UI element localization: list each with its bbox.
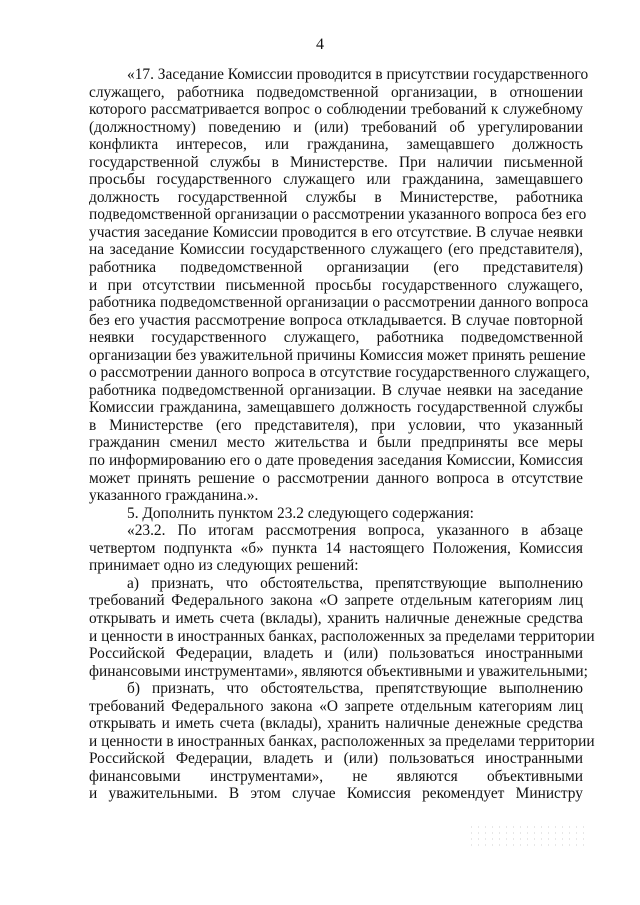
item-b-line: открывать и иметь счета (вклады), хранить наличные денежные средства xyxy=(89,715,583,733)
paragraph-17-line: которого рассматривается вопрос о соблюдении требований к служебному xyxy=(89,101,583,119)
paragraph-5-line: 5. Дополнить пунктом 23.2 следующего содержания: xyxy=(127,504,474,522)
paragraph-17-line: Комиссии гражданина, замещавшего должность государственной службы xyxy=(89,399,583,417)
paragraph-17-line: участия заседание Комиссии проводится в его отсутствие. В случае неявки xyxy=(89,223,583,241)
paragraph-17-line: «17. Заседание Комиссии проводится в присутствии государственного xyxy=(127,66,589,83)
paragraph-17-line: по информированию его о дате проведения заседания Комиссии, Комиссия xyxy=(89,452,583,470)
item-b-line: Российской Федерации, владеть и (или) пользоваться иностранными xyxy=(89,750,583,768)
paragraph-17-line: в Министерстве (его представителя), при условии, что указанный xyxy=(89,416,583,434)
paragraph-17-line: указанного гражданина.». xyxy=(89,487,259,505)
paragraph-17-line: работника подведомственной организации. В случае неявки на заседание xyxy=(89,381,583,399)
paragraph-23-2-line: принимает одно из следующих решений: xyxy=(89,557,359,575)
paragraph-17-line: и при отсутствии письменной просьбы государственного служащего, xyxy=(89,276,583,294)
page-number: 4 xyxy=(316,36,324,53)
item-a-line: финансовыми инструментами», являются объективными и уважительными; xyxy=(89,662,588,680)
paragraph-17-line: гражданин сменил место жительства и были предприняты все меры xyxy=(89,434,583,452)
scan-noise xyxy=(468,824,588,848)
item-b-line: и ценности в иностранных банках, расположенных за пределами территории xyxy=(89,732,595,750)
paragraph-17-line: подведомственной организации о рассмотрении указанного вопроса без его xyxy=(89,206,587,224)
paragraph-17-line: должность государственной службы в Министерстве, работника xyxy=(89,188,583,206)
item-a-line: требований Федерального закона «О запрете отдельным категориям лиц xyxy=(89,592,583,610)
paragraph-23-2-line: четвертом подпункта «б» пункта 14 настоящего Положения, Комиссия xyxy=(89,539,583,557)
paragraph-17-line: работника подведомственной организации (его представителя) xyxy=(89,259,583,277)
paragraph-17-line: государственной службы в Министерстве. При наличии письменной xyxy=(89,153,583,171)
item-b-line: и уважительными. В этом случае Комиссия рекомендует Министру xyxy=(89,785,583,803)
item-a-line: открывать и иметь счета (вклады), хранить наличные денежные средства xyxy=(89,609,583,627)
paragraph-17-line: на заседание Комиссии государственного служащего (его представителя), xyxy=(89,241,583,259)
paragraph-17-line: может принять решение о рассмотрении данного вопроса в отсутствие xyxy=(89,469,583,487)
item-a-line: и ценности в иностранных банках, расположенных за пределами территории xyxy=(89,627,595,645)
item-b-line: требований Федерального закона «О запрете отдельным категориям лиц xyxy=(89,697,583,715)
paragraph-17-line: конфликта интересов, или гражданина, замещавшего должность xyxy=(89,136,583,154)
paragraph-23-2-line: «23.2. По итогам рассмотрения вопроса, указанного в абзаце xyxy=(127,522,583,540)
paragraph-17-line: о рассмотрении данного вопроса в отсутствие государственного служащего, xyxy=(89,364,590,382)
paragraph-17-line: работника подведомственной организации о рассмотрении данного вопроса xyxy=(89,294,589,312)
item-b-line: финансовыми инструментами», не являются объективными xyxy=(89,767,583,785)
paragraph-17-line: организации без уважительной причины Комиссия может принять решение xyxy=(89,346,586,364)
paragraph-17-line: (должностному) поведению и (или) требований об урегулировании xyxy=(89,118,583,136)
paragraph-17-line: неявки государственного служащего, работника подведомственной xyxy=(89,329,583,347)
document-body xyxy=(89,66,595,803)
item-b-line: б) признать, что обстоятельства, препятствующие выполнению xyxy=(127,680,583,698)
paragraph-17-line: просьбы государственного служащего или гражданина, замещавшего xyxy=(89,171,583,189)
item-a-line: а) признать, что обстоятельства, препятствующие выполнению xyxy=(127,574,583,592)
paragraph-17-line: без его участия рассмотрение вопроса откладывается. В случае повторной xyxy=(89,311,583,329)
item-a-line: Российской Федерации, владеть и (или) пользоваться иностранными xyxy=(89,645,583,663)
paragraph-17-line: служащего, работника подведомственной организации, в отношении xyxy=(89,83,583,101)
